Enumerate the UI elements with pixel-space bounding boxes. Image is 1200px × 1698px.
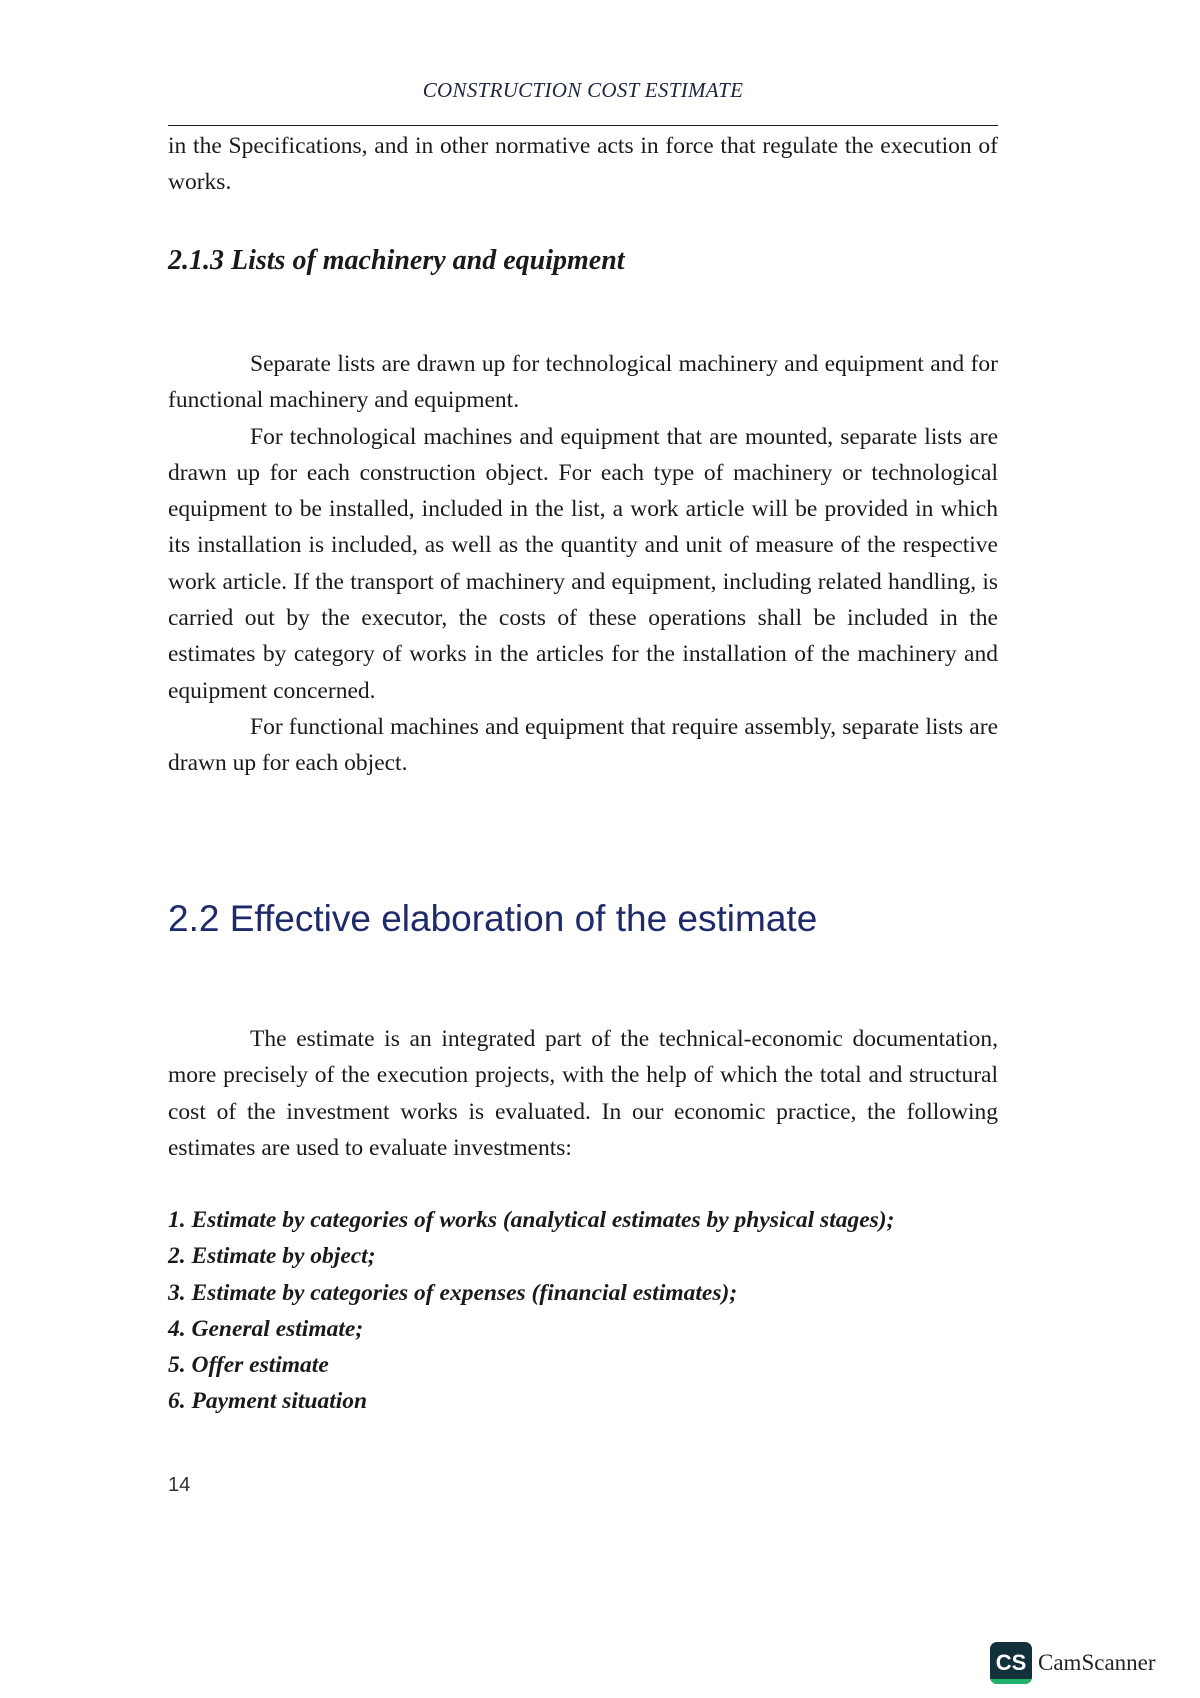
section-heading: 2.2 Effective elaboration of the estimate (168, 898, 818, 939)
subsection-heading: 2.1.3 Lists of machinery and equipment (168, 245, 625, 276)
camscanner-logo-icon: CS (990, 1642, 1032, 1684)
estimate-types-list (168, 1202, 998, 1420)
list-item: 3. Estimate by categories of expenses (financial estimates); (168, 1279, 738, 1306)
subsection-body (168, 346, 998, 782)
page-number: 14 (168, 1474, 191, 1496)
list-item: 1. Estimate by categories of works (analytical estimates by physical stages); (168, 1207, 895, 1233)
section-body (168, 1021, 998, 1166)
list-item: 4. General estimate; (168, 1315, 364, 1342)
paragraph: For technological machines and equipment that are mounted, separate lists are drawn up for each construction object. For each type of machinery or technological equipment to be installed, included in the list, a work article will be provided in which its installation is included, as well as the quantity and unit of measure of the respective work article. If the transport of machinery and equipment, including related handling, is carried out by the executor, the costs of these operations shall be included in the estimates by category of works in the articles for the installation of the machinery and equipment concerned. (168, 423, 998, 704)
camscanner-brand-text: CamScanner (1038, 1650, 1156, 1675)
paragraph: For functional machines and equipment that require assembly, separate lists are drawn up for each object. (168, 713, 998, 777)
list-item: 5. Offer estimate (168, 1352, 329, 1379)
paragraph: The estimate is an integrated part of the technical-economic documentation, more precisely of the execution projects, with the help of which the total and structural cost of the investment works is evaluated. In our economic practice, the following estimates are used to evaluate investments: (168, 1026, 998, 1161)
list-item: 2. Estimate by object; (168, 1243, 376, 1270)
header-rule (168, 125, 998, 126)
paragraph: Separate lists are drawn up for technological machinery and equipment and for functional machinery and equipment. (168, 351, 998, 414)
list-item: 6. Payment situation (168, 1388, 368, 1415)
intro-text-block (168, 128, 998, 201)
continuation-paragraph: in the Specifications, and in other normative acts in force that regulate the execution of works. (168, 133, 998, 196)
running-header: CONSTRUCTION COST ESTIMATE (422, 78, 744, 102)
camscanner-watermark (990, 1640, 1156, 1686)
